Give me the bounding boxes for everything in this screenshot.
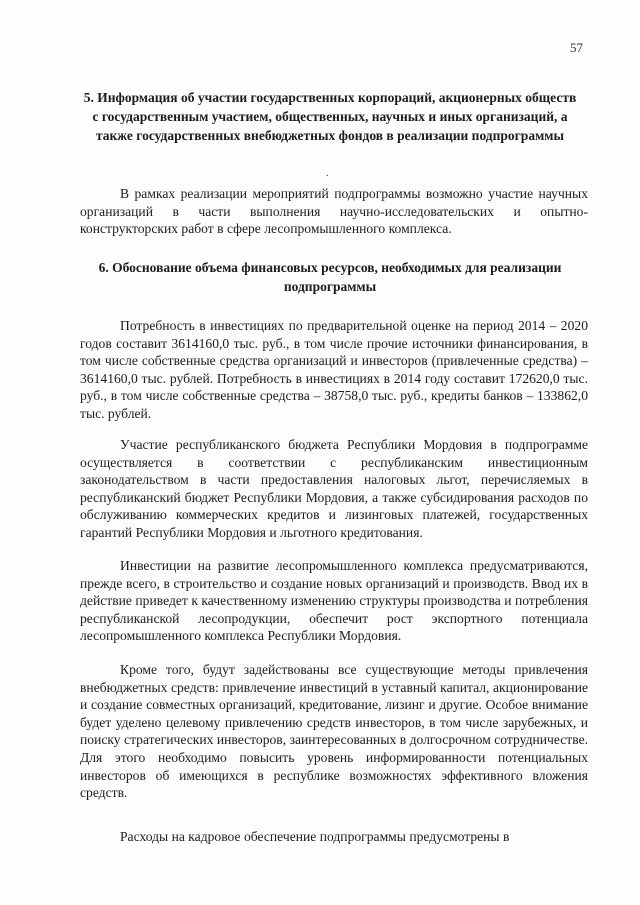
section-6-heading: 6. Обоснование объема финансовых ресурсов, необходимых для реализации подпрограммы [98, 260, 562, 294]
section-6-paragraph-3: Инвестиции на развитие лесопромышленного комплекса предусматриваются, прежде всего, в строительство и создание новых организаций и производств. Ввод их в действие приведет к качественному изменению структуры производства и потребления республиканской лесопродукции, обеспечит рост экспортного потенциала лесопромышленного комплекса Республики Мордовия. [80, 558, 588, 644]
section-6-paragraph-2: Участие республиканского бюджета Республики Мордовия в подпрограмме осуществляется в соответствии с республиканским инвестиционным законодательством в части предоставления налоговых льгот, перечисляемых в республиканский бюджет Республики Мордовия, а также субсидирования расходов по обслуживанию коммерческих кредитов и лизинговых платежей, государственных гарантий Республики Мордовия и льготного кредитования. [80, 437, 588, 540]
section-6-paragraph-1: Потребность в инвестициях по предварительной оценке на период 2014 – 2020 годов составит 3614160,0 тыс. руб., в том числе прочие источники финансирования, в том числе собственные средства организаций и инвесторов (привлеченные средства) – 3614160,0 тыс. рублей. Потребность в инвестициях в 2014 году составит 172620,0 тыс. руб., в том числе собственные средства – 38758,0 тыс. руб., кредиты банков – 133862,0 тыс. рублей. [80, 318, 588, 421]
page-number: 57 [570, 40, 583, 55]
section-5-heading: 5. Информация об участии государственных корпораций, акционерных обществ с государственным участием, общественных, научных и иных организаций, а также государственных внебюджетных фондов в реализации подпрограммы [83, 90, 577, 143]
stray-dot: . [326, 168, 329, 179]
section-5-paragraph: В рамках реализации мероприятий подпрограммы возможно участие научных организаций в части выполнения научно-исследовательских и опытно-конструкторских работ в сфере лесопромышленного комплекса. [80, 186, 588, 237]
section-6-paragraph-4: Кроме того, будут задействованы все существующие методы привлечения внебюджетных средств: привлечение инвестиций в уставный капитал, акционирование и создание совместных организаций, кредитование, лизинг и другие. Особое внимание будет уделено целевому привлечению средств инвесторов, в том числе зарубежных, и поиску стратегических инвесторов, заинтересованных в долгосрочном сотрудничестве. Для этого необходимо повысить уровень информированности потенциальных инвесторов об имеющихся в республике возможностях эффективного вложения средств. [80, 662, 588, 801]
section-6-paragraph-5: Расходы на кадровое обеспечение подпрограммы предусмотрены в [120, 829, 510, 844]
